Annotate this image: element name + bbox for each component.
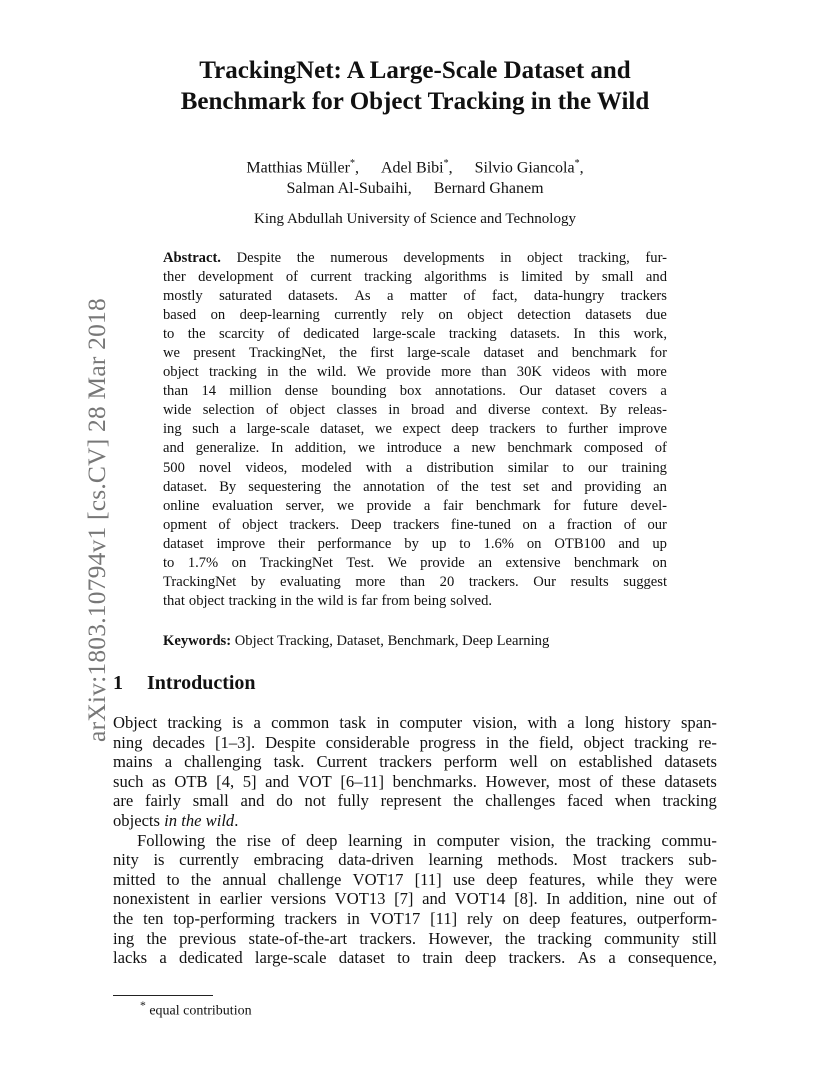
abstract: [163, 249, 667, 611]
author-list: [110, 153, 720, 199]
footnote: * equal contribution: [140, 999, 252, 1019]
text-line: than 14 million dense bounding box annotations. Our dataset covers a: [163, 383, 667, 400]
abstract-label: Abstract.: [163, 250, 221, 266]
text-line: ing such a large-scale dataset, we expect deep trackers to further improve: [163, 421, 667, 438]
author: Adel Bibi*,: [380, 158, 453, 177]
text-line: we present TrackingNet, the first large-scale dataset and benchmark for: [163, 345, 667, 362]
introduction-body: [113, 713, 717, 968]
paper-page: arXiv:1803.10794v1 [cs.CV] 28 Mar 2018 TrackingNet: A Large-Scale Dataset and Benchmark for Object Tracking in the Wild Matthias Müller*, Adel Bibi*, Silvio Giancola*, Salman Al-Subaihi, Bernard Ghanem King Abdullah University of Science and Technology Abstract. Despite the numerous developments in object tracking, fur- ther development of current tracking algorithms is limited by small and mostly saturated datasets. As a matter of fact, data-hungry trackers based on deep-learning currently rely on object detection datasets due to the scarcity of dedicated large-scale tracking datasets. In this work, we present TrackingNet, the first large-scale dataset and benchmark for object tracking in the wild. We provide more than 30K videos with more than 14 million dense bounding box annotations. Our dataset covers a wide selection of object classes in broad and diverse context. By releas- ing such a large-scale dataset, we expect deep trackers to further improve and generalize. In addition, we introduce a new benchmark composed of 500 novel videos, modeled with a distribution similar to our training dataset. By sequestering the annotation of the test set and providing an online evaluation server, we provide a fair benchmark for future devel- opment of object trackers. Deep trackers fine-tuned on a fraction of our dataset improve their performance by up to 1.6% on OTB100 and up to 1.7% on TrackingNet Test. We provide an extensive benchmark on TrackingNet by evaluating more than 20 trackers. Our results suggest that object tracking in the wild is far from being solved. Keywords: Object Tracking, Dataset, Benchmark, Deep Learning 1 Introduction Object tracking is a common task in computer vision, with a long history span- ning decades [1–3]. Despite considerable progress in the field, object tracking re- mains a challenging task. Current trackers perform well on established datasets such as OTB [4, 5] and VOT [6–11] benchmarks. However, most of these datasets are fairly small and do not fully represent the challenges faced when tracking objects in the wild . Following the rise of deep learning in computer vision, the tracking commu- nity is currently embracing data-driven learning methods. Most trackers sub- mitted to the annual challenge VOT17 [11] use deep features, while they were nonexistent in earlier versions VOT13 [7] and VOT14 [8]. In addition, nine out of the ten top-performing trackers in VOT17 [11] rely on deep features, outperform- ing the previous state-of-the-art trackers. However, the tracking community still lacks a dedicated large-scale dataset to train deep trackers. As a consequence, * equal contribution: [0, 0, 828, 1072]
text-line: opment of object trackers. Deep trackers fine-tuned on a fraction of our: [163, 516, 667, 533]
text-line: mostly saturated datasets. As a matter of fact, data-hungry trackers: [163, 288, 667, 305]
paper-title: [110, 55, 720, 117]
text-line: nity is currently embracing data-driven learning methods. Most trackers sub-: [113, 850, 717, 870]
author: Salman Al-Subaihi,: [286, 180, 412, 198]
author-row-1: [110, 153, 720, 178]
text-line: ning decades [1–3]. Despite considerable progress in the field, object tracking re-: [113, 732, 717, 752]
author: Silvio Giancola*,: [474, 158, 584, 177]
author-row-2: [110, 178, 720, 199]
text-line: and generalize. In addition, we introduce a new benchmark composed of: [163, 440, 667, 457]
text-line: mains a challenging task. Current trackers perform well on established datasets: [113, 752, 717, 772]
text-line: objects in the wild .: [113, 810, 239, 830]
author: Bernard Ghanem: [433, 180, 544, 198]
text-line: Object tracking is a common task in computer vision, with a long history span-: [113, 713, 717, 732]
keywords-label: Keywords:: [163, 633, 232, 649]
text-line: 500 novel videos, modeled with a distribution similar to our training: [163, 459, 667, 476]
text-line: nonexistent in earlier versions VOT13 [7] and VOT14 [8]. In addition, nine out of: [113, 889, 717, 909]
section-number: 1: [113, 672, 123, 694]
text-line: that object tracking in the wild is far from being solved.: [163, 592, 493, 609]
text-line: ing the previous state-of-the-art trackers. However, the tracking community still: [113, 928, 717, 948]
text-line: ther development of current tracking algorithms is limited by small and: [163, 269, 667, 286]
text-line: dataset. By sequestering the annotation of the test set and providing an: [163, 478, 667, 495]
text-line: such as OTB [4, 5] and VOT [6–11] benchmarks. However, most of these datasets: [113, 771, 717, 791]
text-line: wide selection of object classes in broad and diverse context. By releas-: [163, 402, 667, 419]
text-line: online evaluation server, we provide a fair benchmark for future devel-: [163, 497, 667, 514]
text-line: based on deep-learning currently rely on object detection datasets due: [163, 307, 667, 324]
section-title: Introduction: [147, 672, 256, 694]
text-line: mitted to the annual challenge VOT17 [11] use deep features, while they were: [113, 869, 717, 889]
affiliation: King Abdullah University of Science and Technology: [254, 211, 576, 227]
text-line: the ten top-performing trackers in VOT17 [11] rely on deep features, outperform-: [113, 908, 717, 928]
title-line-1: TrackingNet: A Large-Scale Dataset and: [199, 57, 631, 84]
text-line: lacks a dedicated large-scale dataset to train deep trackers. As a consequence,: [113, 948, 717, 968]
keywords: [163, 633, 667, 650]
author: Matthias Müller*,: [246, 158, 359, 177]
text-line: TrackingNet by evaluating more than 20 trackers. Our results suggest: [163, 573, 667, 590]
text-line: object tracking in the wild. We provide more than 30K videos with more: [163, 364, 667, 381]
keywords-text: Object Tracking, Dataset, Benchmark, Deep Learning: [234, 633, 550, 649]
text-line: Abstract. Despite the numerous developments in object tracking, fur-: [163, 249, 667, 268]
text-line: Following the rise of deep learning in computer vision, the tracking commu-: [137, 830, 717, 850]
text-line: are fairly small and do not fully represent the challenges faced when tracking: [113, 791, 717, 811]
text-line: to 1.7% on TrackingNet Test. We provide an extensive benchmark on: [163, 554, 667, 571]
text-line: to the scarcity of dedicated large-scale tracking datasets. In this work,: [163, 326, 667, 343]
title-line-2: Benchmark for Object Tracking in the Wild: [180, 88, 650, 115]
text-line: dataset improve their performance by up to 1.6% on OTB100 and up: [163, 535, 667, 552]
section-heading: [113, 672, 256, 695]
footnote-rule: [113, 995, 213, 996]
